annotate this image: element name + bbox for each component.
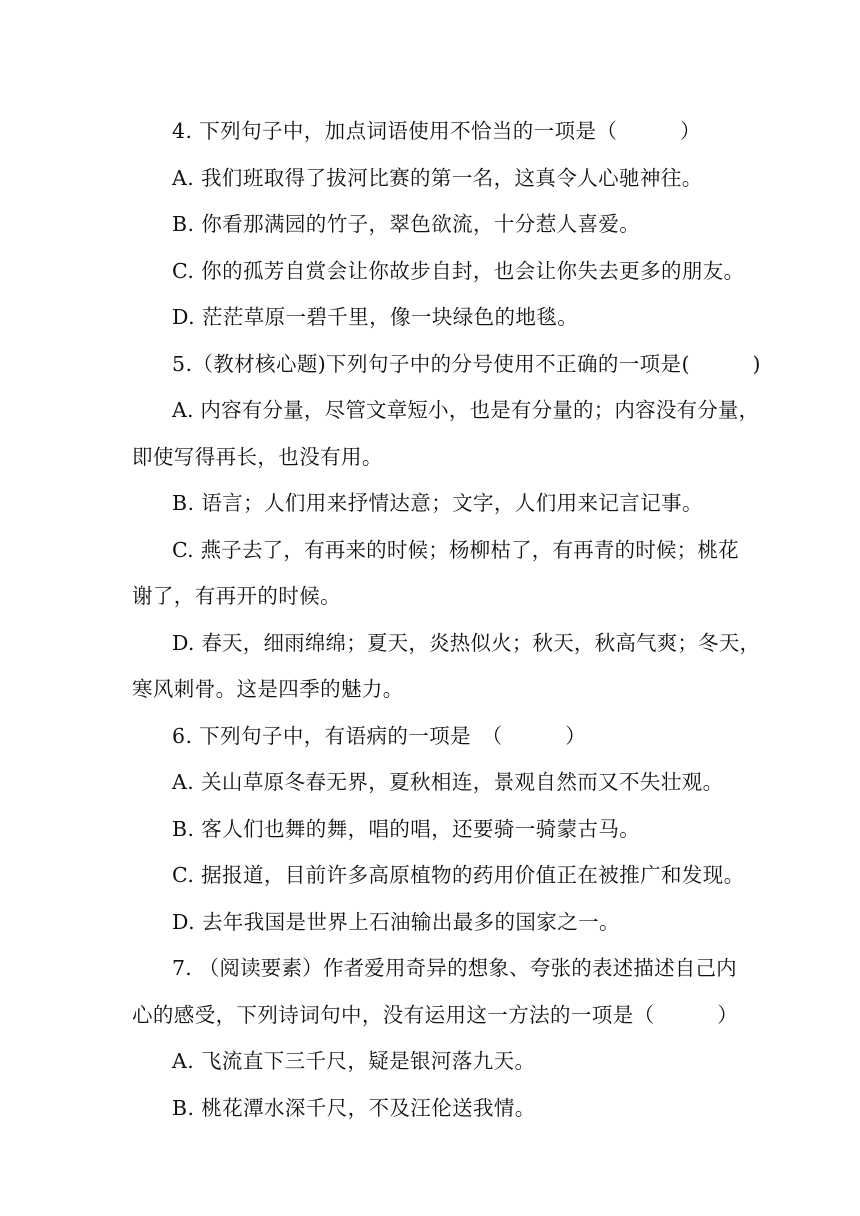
question-7-option-a: A. 飞流直下三千尺，疑是银河落九天。 xyxy=(172,1049,536,1073)
question-4-stem: 4. 下列句子中，加点词语使用不恰当的一项是（ ） xyxy=(172,119,701,143)
question-6-option-b: B. 客人们也舞的舞，唱的唱，还要骑一骑蒙古马。 xyxy=(172,816,641,841)
question-4-option-c: C. 你的孤芳自赏会让你故步自封，也会让你失去更多的朋友。 xyxy=(172,258,745,283)
question-7-option-b: B. 桃花潭水深千尺，不及汪伦送我情。 xyxy=(172,1095,536,1120)
question-7-stem-line2: 心的感受，下列诗词句中，没有运用这一方法的一项是（ ） xyxy=(132,1002,739,1027)
question-5-option-a-line1: A. 内容有分量，尽管文章短小，也是有分量的；内容没有分量， xyxy=(172,398,760,422)
question-5-option-a-line2: 即使写得再长，也没有用。 xyxy=(132,444,383,469)
question-6-option-a: A. 关山草原冬春无界，夏秋相连，景观自然而又不失壮观。 xyxy=(172,770,724,794)
question-6-option-c: C. 据报道，目前许多高原植物的药用价值正在被推广和发现。 xyxy=(172,863,745,887)
question-7-stem-line1: 7. （阅读要素）作者爱用奇异的想象、夸张的表述描述自己内 xyxy=(172,956,737,980)
question-6-option-d: D. 去年我国是世界上石油输出最多的国家之一。 xyxy=(172,909,620,934)
question-5-option-c-line1: C. 燕子去了，有再来的时候；杨柳枯了，有再青的时候；桃花 xyxy=(172,537,739,562)
question-5-option-d-line2: 寒风刺骨。这是四季的魅力。 xyxy=(132,677,404,701)
question-5-stem: 5.（教材核心题)下列句子中的分号使用不正确的一项是( ) xyxy=(172,351,761,376)
question-4-option-a: A. 我们班取得了拔河比赛的第一名，这真令人心驰神往。 xyxy=(172,165,703,190)
question-5-option-d-line1: D. 春天，细雨绵绵；夏天，炎热似火；秋天，秋高气爽；冬天， xyxy=(172,630,761,655)
question-6-stem: 6. 下列句子中，有语病的一项是 （ ） xyxy=(172,723,587,748)
question-5-option-b: B. 语言；人们用来抒情达意；文字，人们用来记言记事。 xyxy=(172,491,703,515)
question-4-option-d: D. 茫茫草原一碧千里，像一块绿色的地毯。 xyxy=(172,305,579,329)
question-4-option-b: B. 你看那满园的竹子，翠色欲流，十分惹人喜爱。 xyxy=(172,212,641,236)
question-list xyxy=(132,108,761,1131)
question-5-option-c-line2: 谢了，有再开的时候。 xyxy=(132,584,341,608)
